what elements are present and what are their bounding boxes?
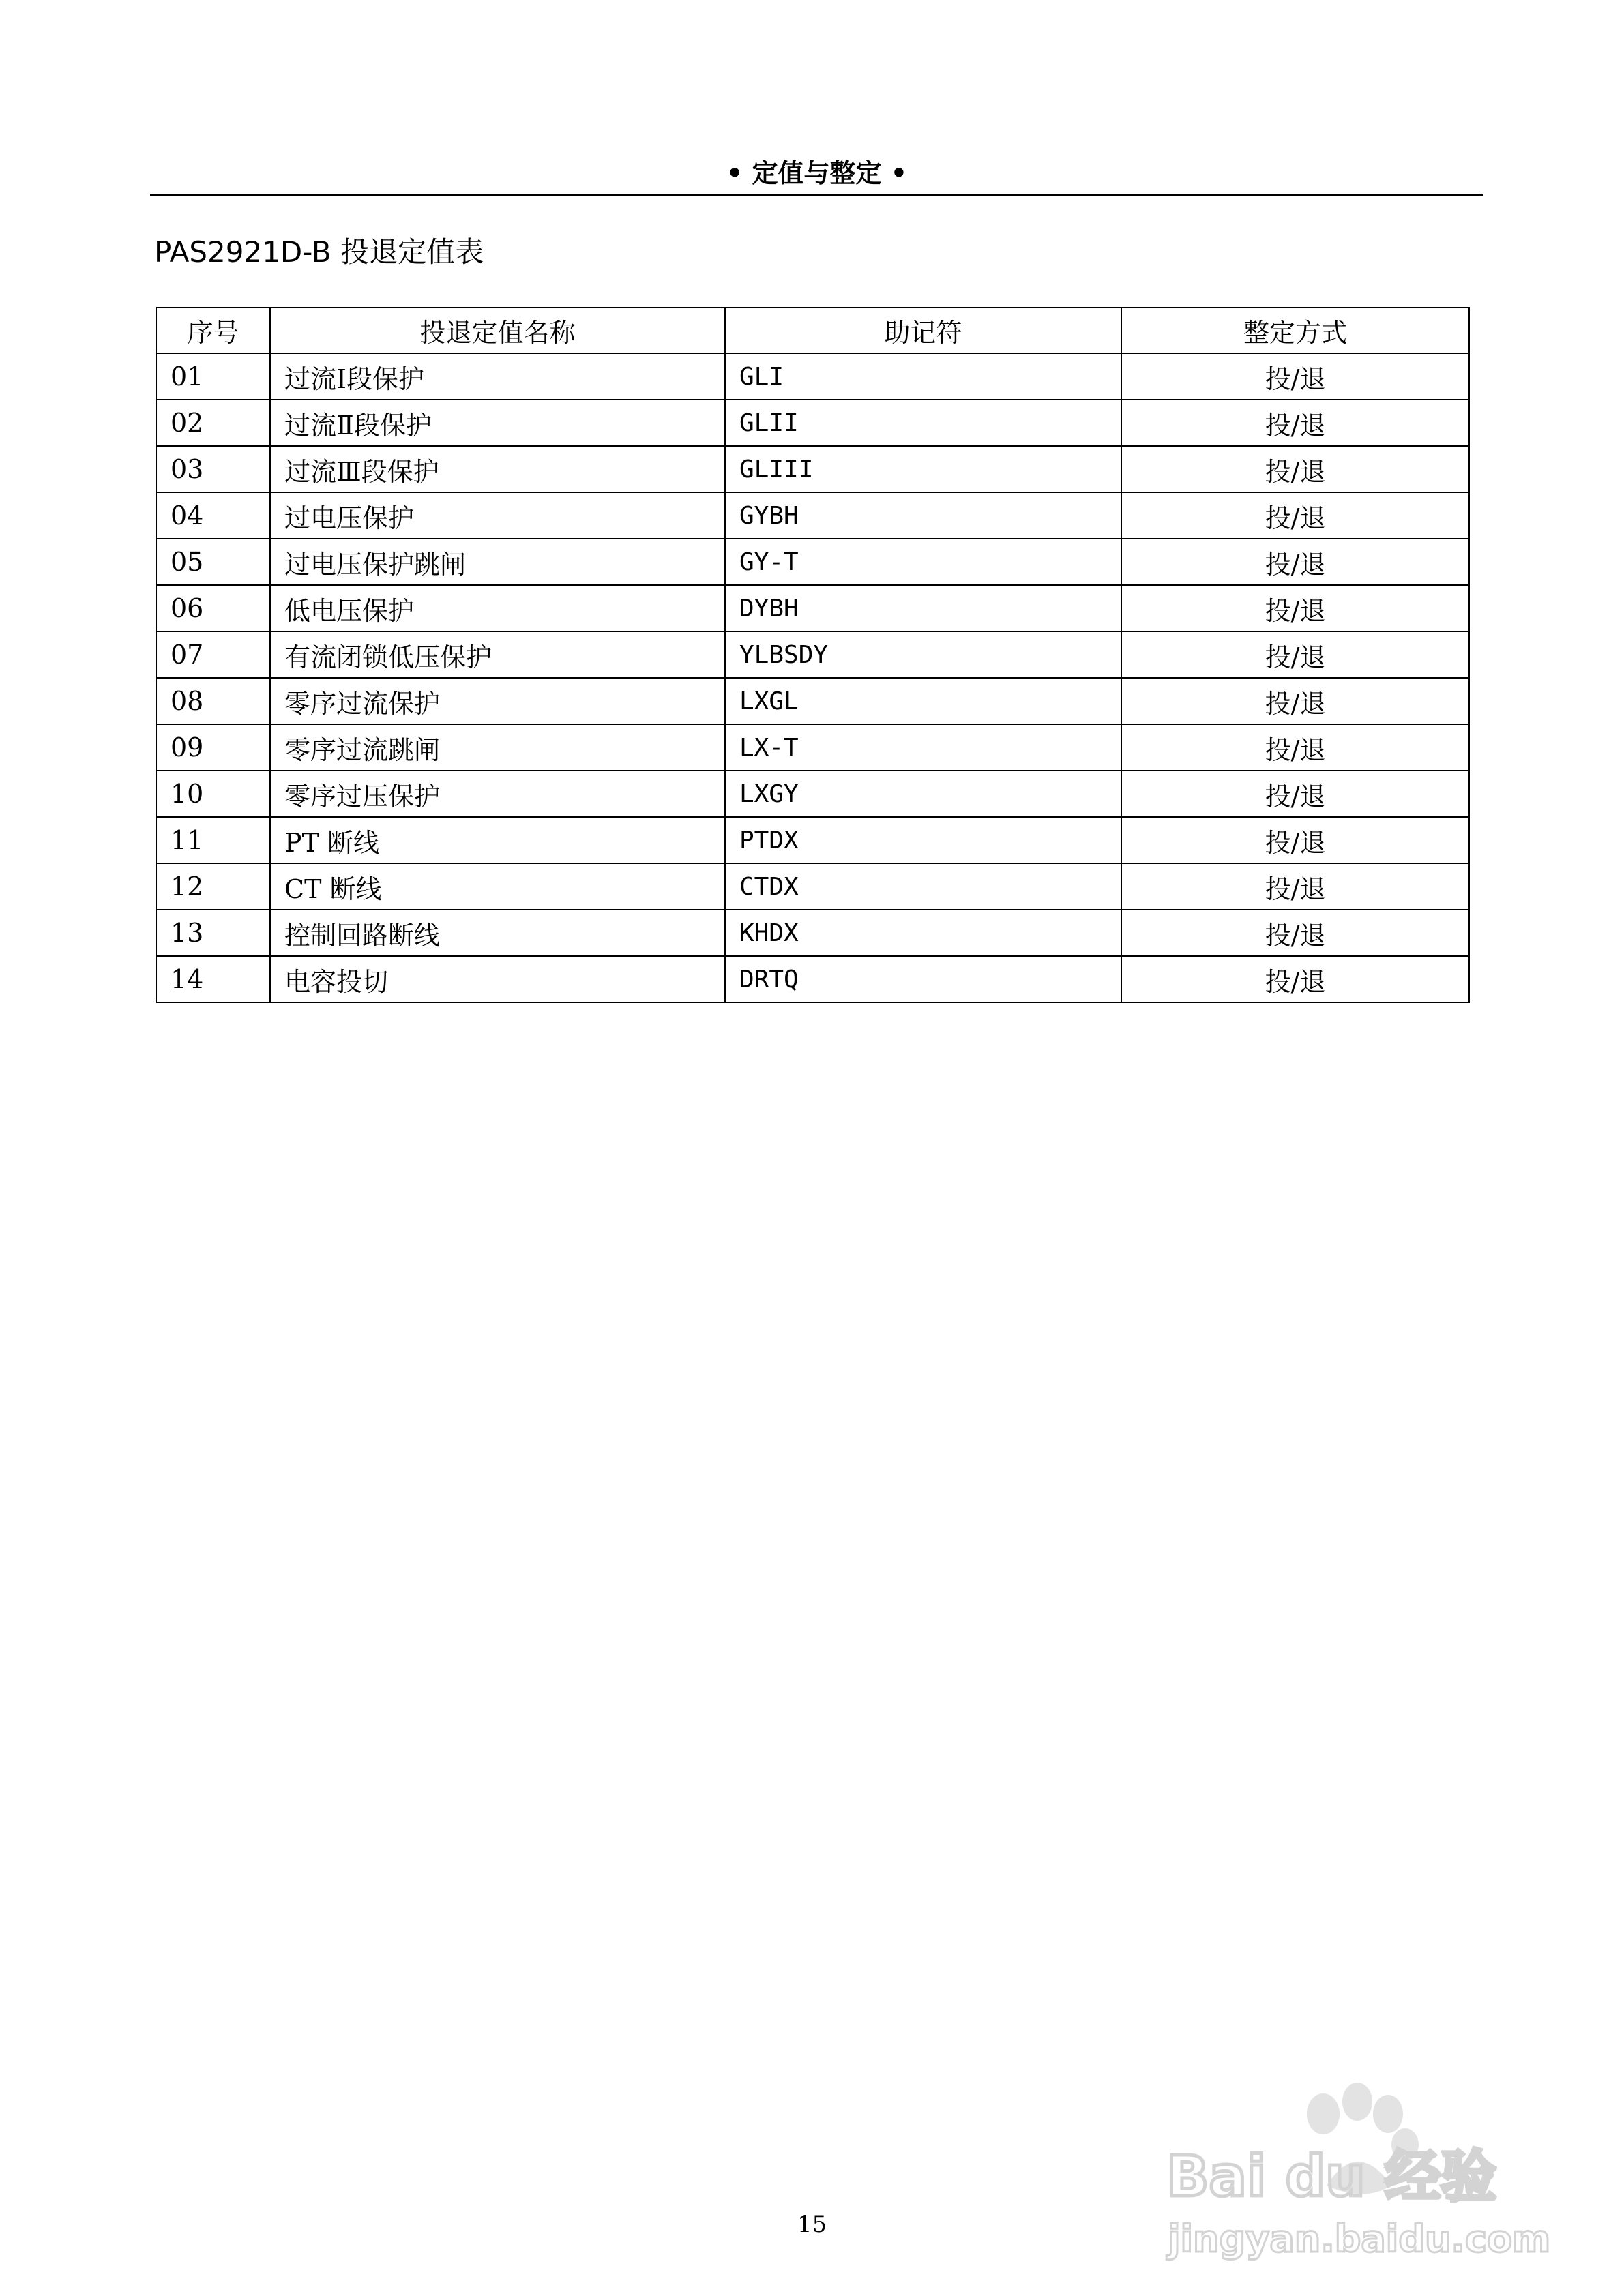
table-row (156, 863, 1469, 910)
cell-code: KHDX (725, 910, 1121, 956)
cell-method: 投/退 (1121, 724, 1469, 771)
cell-no: 12 (156, 863, 270, 910)
cell-no: 05 (156, 539, 270, 585)
cell-code: GLII (725, 400, 1121, 446)
table-header-row (156, 308, 1469, 353)
cell-code: PTDX (725, 817, 1121, 863)
cell-name: 电容投切 (270, 956, 725, 1002)
header-divider (150, 194, 1483, 196)
cell-no: 08 (156, 678, 270, 724)
column-header-method: 整定方式 (1121, 308, 1469, 353)
table-row (156, 539, 1469, 585)
cell-code: LX-T (725, 724, 1121, 771)
watermark-url: jingyan.baidu.com (1168, 2218, 1551, 2261)
cell-code: LXGL (725, 678, 1121, 724)
table-row (156, 910, 1469, 956)
cell-name: 有流闭锁低压保护 (270, 631, 725, 678)
cell-method: 投/退 (1121, 539, 1469, 585)
cell-no: 10 (156, 771, 270, 817)
cell-name: 控制回路断线 (270, 910, 725, 956)
cell-name: 过流Ⅲ段保护 (270, 446, 725, 492)
cell-method: 投/退 (1121, 631, 1469, 678)
cell-no: 14 (156, 956, 270, 1002)
cell-code: GYBH (725, 492, 1121, 539)
cell-method: 投/退 (1121, 446, 1469, 492)
cell-name: 低电压保护 (270, 585, 725, 631)
document-title: PAS2921D-B 投退定值表 (154, 235, 484, 269)
table-row (156, 492, 1469, 539)
cell-code: GY-T (725, 539, 1121, 585)
page-number: 15 (797, 2211, 827, 2238)
cell-method: 投/退 (1121, 771, 1469, 817)
cell-method: 投/退 (1121, 400, 1469, 446)
cell-no: 01 (156, 353, 270, 400)
cell-method: 投/退 (1121, 910, 1469, 956)
cell-method: 投/退 (1121, 492, 1469, 539)
cell-method: 投/退 (1121, 678, 1469, 724)
watermark-brand: Bai du 经验 (1166, 2145, 1497, 2209)
table-row (156, 446, 1469, 492)
cell-no: 11 (156, 817, 270, 863)
table-row (156, 585, 1469, 631)
cell-method: 投/退 (1121, 585, 1469, 631)
table-row (156, 724, 1469, 771)
cell-no: 13 (156, 910, 270, 956)
cell-no: 09 (156, 724, 270, 771)
page-header: • 定值与整定 • (726, 158, 908, 188)
cell-method: 投/退 (1121, 956, 1469, 1002)
column-header-no: 序号 (156, 308, 270, 353)
cell-name: 过电压保护 (270, 492, 725, 539)
table-row (156, 353, 1469, 400)
cell-code: YLBSDY (725, 631, 1121, 678)
baidu-jingyan-watermark (1153, 2073, 1562, 2264)
table-row (156, 817, 1469, 863)
cell-no: 07 (156, 631, 270, 678)
cell-no: 04 (156, 492, 270, 539)
cell-name: PT 断线 (270, 817, 725, 863)
table-row (156, 678, 1469, 724)
cell-name: 零序过流保护 (270, 678, 725, 724)
cell-method: 投/退 (1121, 863, 1469, 910)
cell-no: 03 (156, 446, 270, 492)
table-row (156, 400, 1469, 446)
table-row (156, 631, 1469, 678)
table-row (156, 956, 1469, 1002)
cell-code: GLI (725, 353, 1121, 400)
cell-no: 02 (156, 400, 270, 446)
column-header-name: 投退定值名称 (270, 308, 725, 353)
cell-code: DRTQ (725, 956, 1121, 1002)
cell-name: 零序过压保护 (270, 771, 725, 817)
cell-method: 投/退 (1121, 817, 1469, 863)
column-header-code: 助记符 (725, 308, 1121, 353)
settings-table (156, 307, 1470, 1003)
cell-name: CT 断线 (270, 863, 725, 910)
cell-name: 零序过流跳闸 (270, 724, 725, 771)
cell-code: LXGY (725, 771, 1121, 817)
cell-method: 投/退 (1121, 353, 1469, 400)
cell-code: DYBH (725, 585, 1121, 631)
cell-no: 06 (156, 585, 270, 631)
table-row (156, 771, 1469, 817)
cell-name: 过流Ⅱ段保护 (270, 400, 725, 446)
cell-code: CTDX (725, 863, 1121, 910)
cell-name: 过流Ⅰ段保护 (270, 353, 725, 400)
cell-code: GLIII (725, 446, 1121, 492)
cell-name: 过电压保护跳闸 (270, 539, 725, 585)
